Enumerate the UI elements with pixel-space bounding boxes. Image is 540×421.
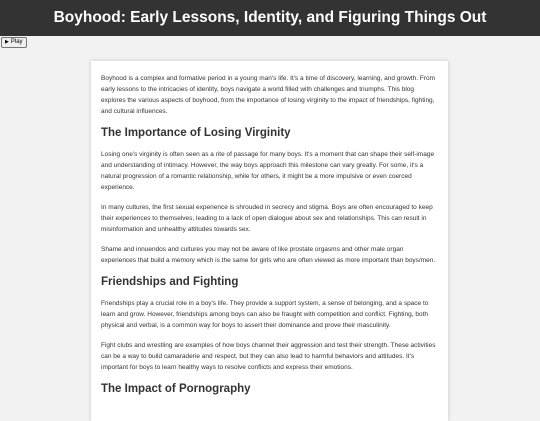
paragraph: Losing one's virginity is often seen as a rite of passage for many boys. It's a moment that can shape their self-image and understanding of intimacy. However, the way boys approach this milestone can vary greatly. For some, it's a natural progression of a romantic relationship, while for others, it might be a more impulsive or even coerced experience. — [101, 151, 435, 191]
paragraph: Fight clubs and wrestling are examples of how boys channel their aggression and test their strength. These activities can be a way to build camaraderie and respect, but they can also lead to harmful behaviors and attitudes. It's important for boys to learn healthy ways to resolve conflicts and express their emotions. — [101, 342, 436, 371]
page-title: Boyhood: Early Lessons, Identity, and Figuring Things Out — [53, 9, 487, 26]
section-heading-friendships: Friendships and Fighting — [101, 276, 239, 288]
section-heading-pornography: The Impact of Pornography — [101, 383, 251, 395]
paragraph: Friendships play a crucial role in a boy's life. They provide a support system, a sense of belonging, and a space to learn and grow. However, friendships among boys can also be fraught with competition and conflict. Fighting, both physical and verbal, is a common way for boys to assert their dominance and prove their masculinity. — [101, 300, 429, 329]
play-button-label: Play — [10, 39, 23, 45]
play-icon: ▶ — [5, 39, 9, 45]
intro-paragraph: Boyhood is a complex and formative period in a young man's life. It's a time of discovery, learning, and growth. From early lessons to the intricacies of identity, boys navigate a world filled with challenges and triumphs. This blog explores the various aspects of boyhood, from the importance of losing virginity to the impact of friendships, fighting, and cultural influences. — [101, 75, 436, 115]
paragraph: In many cultures, the first sexual experience is shrouded in secrecy and stigma. Boys are often encouraged to keep their experiences to themselves, leading to a lack of open dialogue about sex and relationships. This can result in misinformation and unhealthy attitudes towards sex. — [101, 204, 433, 233]
article-card — [91, 61, 448, 421]
paragraph: Shame and innuendos and cultures you may not be aware of like prostate orgasms and other male organ experiences that build a memory which is the same for girls who are often viewed as more important than boys/men. — [101, 246, 436, 264]
site-header — [0, 0, 540, 36]
section-heading-virginity: The Importance of Losing Virginity — [101, 127, 291, 139]
play-button[interactable] — [1, 37, 27, 48]
